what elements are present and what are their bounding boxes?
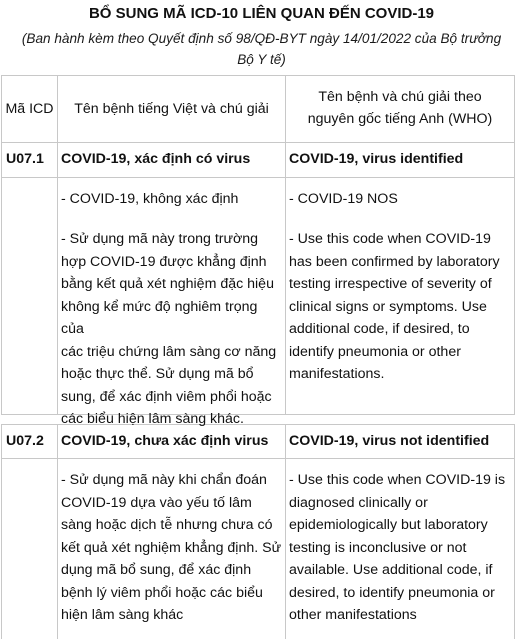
note-line: - Sử dụng mã này trong trường <box>61 231 259 247</box>
header-english-line-2: nguyên gốc tiếng Anh (WHO) <box>307 111 493 127</box>
note-line: - Use this code when COVID-19 <box>289 231 491 247</box>
note-line: - Use this code when COVID-19 is <box>289 472 506 488</box>
note-line: - Sử dụng mã này khi chẩn đoán <box>61 472 267 488</box>
note-line: manifestations. <box>289 366 385 382</box>
subtitle-line-1: (Ban hành kèm theo Quyết định số 98/QĐ-BYT ngày 14/01/2022 của Bộ trưởng <box>21 31 502 46</box>
row1-vi-sub: - COVID-19, không xác định <box>61 191 239 207</box>
note-line: hiện lâm sàng khác <box>61 607 184 623</box>
header-bottom-border <box>1 142 515 143</box>
note-line: các biểu hiện lâm sàng khác. <box>61 411 244 427</box>
note-line: epidemiologically but laboratory <box>289 517 488 533</box>
note-line: available. Use additional code, if <box>289 562 493 578</box>
row2-code: U07.2 <box>6 433 44 449</box>
note-line: kết quả xét nghiệm khẳng định. Sử <box>61 539 282 556</box>
row1-en-sub: - COVID-19 NOS <box>289 191 398 207</box>
note-line: additional code, if desired, to <box>289 321 470 337</box>
row1-code: U07.1 <box>6 151 44 167</box>
note-line: testing irrespective of severity of <box>289 276 492 292</box>
row1-en-title: COVID-19, virus identified <box>289 151 464 167</box>
table-border-right <box>514 75 515 639</box>
note-line: các triệu chứng lâm sàng cơ năng <box>61 343 277 360</box>
note-line: clinical signs or symptoms. Use <box>289 298 487 315</box>
row1-title-border <box>1 177 515 178</box>
row2-vi-note <box>61 469 283 627</box>
header-english-line-1: Tên bệnh và chú giải theo <box>318 89 482 105</box>
note-line: diagnosed clinically or <box>289 494 428 511</box>
row2-title-border <box>1 458 515 459</box>
row1-en-note <box>289 228 512 386</box>
row1-vi-title: COVID-19, xác định có virus <box>61 151 251 167</box>
note-line: other manifestations <box>289 607 417 623</box>
page-title: BỔ SUNG MÃ ICD-10 LIÊN QUAN ĐẾN COVID-19 <box>88 5 435 22</box>
note-line: sung, để xác định viêm phổi hoặc <box>61 388 272 405</box>
header-english <box>286 86 514 130</box>
table-divider-code <box>57 75 58 639</box>
table-border-left <box>1 75 2 639</box>
note-line: COVID-19 dựa vào yếu tố lâm <box>61 494 252 511</box>
note-line: bằng kết quả xét nghiệm đặc hiệu <box>61 276 274 292</box>
row2-en-title: COVID-19, virus not identified <box>289 433 490 449</box>
table-border-top <box>1 75 515 76</box>
note-line: hợp COVID-19 được khẳng định <box>61 253 267 270</box>
row1-vi-note <box>61 228 283 431</box>
note-line: has been confirmed by laboratory <box>289 253 500 270</box>
note-line: desired, to identify pneumonia or <box>289 584 495 601</box>
header-vietnamese: Tên bệnh tiếng Việt và chú giải <box>74 101 269 117</box>
note-line: không kể mức độ nghiêm trọng của <box>61 298 258 337</box>
note-line: dụng mã bổ sung, để xác định <box>61 562 252 578</box>
row2-en-note <box>289 469 512 627</box>
note-line: hoặc thực thể. Sử dụng mã bổ <box>61 366 254 382</box>
note-line: identify pneumonia or other <box>289 343 461 360</box>
row2-vi-title: COVID-19, chưa xác định virus <box>61 433 269 449</box>
note-line: sàng hoặc dịch tễ nhưng chưa có <box>61 517 273 533</box>
note-line: testing is inconclusive or not <box>289 539 467 556</box>
header-code: Mã ICD <box>5 101 54 117</box>
subtitle-line-2: Bộ Y tế) <box>237 52 286 67</box>
table-divider-lang <box>285 75 286 639</box>
note-line: bệnh lý viêm phổi hoặc các biểu <box>61 584 263 601</box>
